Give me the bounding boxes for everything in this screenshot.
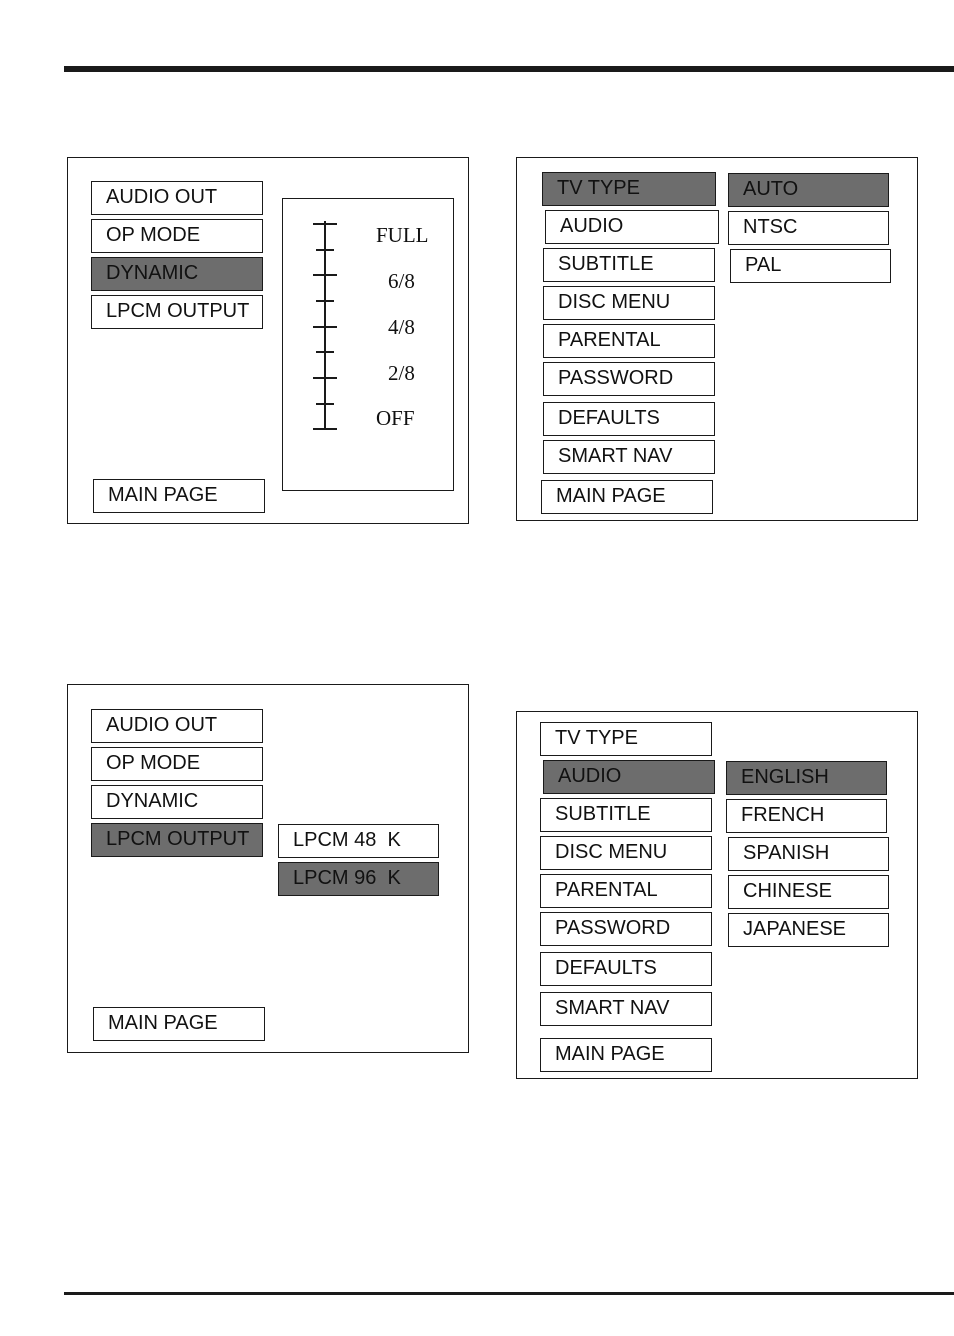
panel-lpcm-output: [67, 684, 469, 1053]
menu-item-parental[interactable]: PARENTAL: [543, 324, 715, 358]
main-page-button[interactable]: MAIN PAGE: [93, 479, 265, 513]
menu-item-subtitle[interactable]: SUBTITLE: [543, 248, 715, 282]
panel-tv-type: [516, 157, 918, 521]
menu-item-smart-nav[interactable]: SMART NAV: [540, 992, 712, 1026]
option-spanish[interactable]: SPANISH: [728, 837, 889, 871]
menu-item-audio-out[interactable]: AUDIO OUT: [91, 709, 263, 743]
panel-dynamic: [67, 157, 469, 524]
menu-item-defaults[interactable]: DEFAULTS: [540, 952, 712, 986]
dynamic-range-scale[interactable]: [282, 198, 454, 491]
bottom-rule: [64, 1292, 954, 1295]
menu-item-lpcm-output[interactable]: LPCM OUTPUT: [91, 295, 263, 329]
menu-item-disc-menu[interactable]: DISC MENU: [540, 836, 712, 870]
option-auto[interactable]: AUTO: [728, 173, 889, 207]
menu-item-lpcm-output[interactable]: LPCM OUTPUT: [91, 823, 263, 857]
scale-label-2-8: 2/8: [388, 361, 415, 385]
menu-item-dynamic[interactable]: DYNAMIC: [91, 785, 263, 819]
option-english[interactable]: ENGLISH: [726, 761, 887, 795]
scale-tick: [316, 351, 334, 353]
scale-tick: [313, 274, 337, 276]
menu-item-password[interactable]: PASSWORD: [540, 912, 712, 946]
option-lpcm-96k[interactable]: LPCM 96 K: [278, 862, 439, 896]
main-page-button[interactable]: MAIN PAGE: [93, 1007, 265, 1041]
menu-item-audio[interactable]: AUDIO: [545, 210, 719, 244]
scale-tick: [313, 428, 337, 430]
main-page-button[interactable]: MAIN PAGE: [540, 1038, 712, 1072]
panel-audio: [516, 711, 918, 1079]
option-ntsc[interactable]: NTSC: [728, 211, 889, 245]
scale-label-full: FULL: [376, 223, 429, 247]
menu-item-op-mode[interactable]: OP MODE: [91, 219, 263, 253]
menu-item-password[interactable]: PASSWORD: [543, 362, 715, 396]
scale-tick: [316, 403, 334, 405]
scale-axis: [324, 221, 326, 429]
menu-item-smart-nav[interactable]: SMART NAV: [543, 440, 715, 474]
top-rule: [64, 66, 954, 72]
menu-item-tv-type[interactable]: TV TYPE: [540, 722, 712, 756]
menu-item-disc-menu[interactable]: DISC MENU: [543, 286, 715, 320]
menu-item-op-mode[interactable]: OP MODE: [91, 747, 263, 781]
scale-tick: [316, 300, 334, 302]
menu-item-defaults[interactable]: DEFAULTS: [543, 402, 715, 436]
menu-item-subtitle[interactable]: SUBTITLE: [540, 798, 712, 832]
scale-tick: [313, 377, 337, 379]
scale-label-6-8: 6/8: [388, 269, 415, 293]
main-page-button[interactable]: MAIN PAGE: [541, 480, 713, 514]
scale-tick: [316, 249, 334, 251]
scale-label-off: OFF: [376, 406, 415, 430]
menu-item-tv-type[interactable]: TV TYPE: [542, 172, 716, 206]
menu-item-audio-out[interactable]: AUDIO OUT: [91, 181, 263, 215]
option-pal[interactable]: PAL: [730, 249, 891, 283]
option-chinese[interactable]: CHINESE: [728, 875, 889, 909]
scale-tick: [313, 326, 337, 328]
option-lpcm-48k[interactable]: LPCM 48 K: [278, 824, 439, 858]
scale-tick: [313, 223, 337, 225]
option-french[interactable]: FRENCH: [726, 799, 887, 833]
option-japanese[interactable]: JAPANESE: [728, 913, 889, 947]
menu-item-audio[interactable]: AUDIO: [543, 760, 715, 794]
menu-item-parental[interactable]: PARENTAL: [540, 874, 712, 908]
scale-label-4-8: 4/8: [388, 315, 415, 339]
menu-item-dynamic[interactable]: DYNAMIC: [91, 257, 263, 291]
